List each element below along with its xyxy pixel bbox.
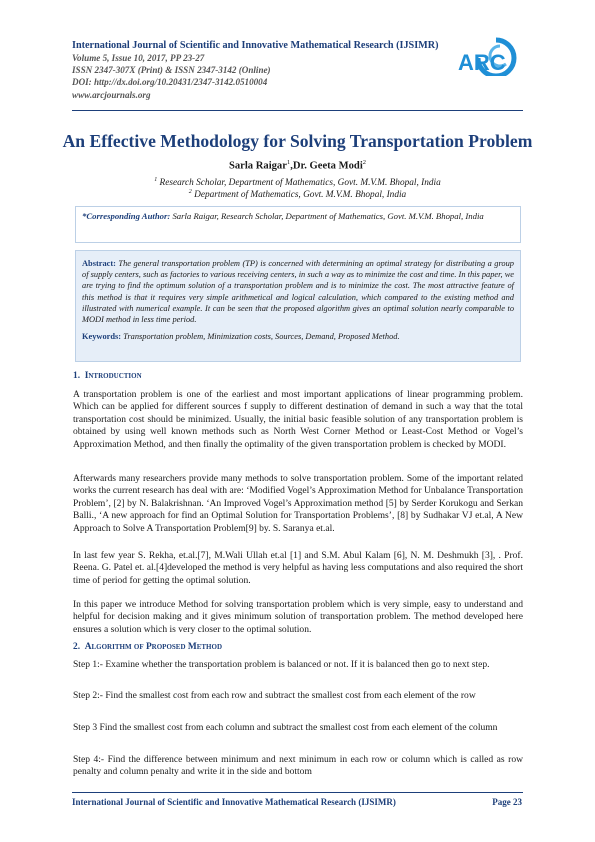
journal-header — [72, 39, 472, 101]
journal-title: International Journal of Scientific and Innovative Mathematical Research (IJSIMR) — [72, 40, 439, 51]
abstract-text: The general transportation problem (TP) is concerned with determining an optimal strategy for distributing a group of supply centers, such as factories to various receiving centers, in such a way as to minimize the cost and time. In this paper, we are trying to find the optimum solution of a transportation problem and is to minimize the cost. The most attractive feature of this method is that it requires very simple arithmetical and logical calculation, which compared to the existing method and illustrated with numerical example. It can be seen that the proposed algorithm gives an optimal solution nearly comparable to MODI method in less time period. — [82, 259, 514, 325]
page-number: Page 23 — [492, 797, 522, 807]
step-4: Step 4:- Find the difference between minimum and next minimum in each row or column which is called as row penalty and column penalty and write it in the side and bottom — [73, 754, 523, 778]
affiliation-2: $^2$ Department of Mathematics, Govt. M.V.M. Bhopal, India — [188, 189, 407, 201]
intro-paragraph-3: In last few year S. Rekha, et.al.[7], M.Wali Ullah et.al [1] and S.M. Abul Kalam [6], N. M. Deshmukh [3], . Prof. Reena. G. Patel et. al.[4]developed the method is very helpful as having less computations and also required the short time of period for getting the optimal solution. — [73, 550, 523, 586]
keywords-label: Keywords: — [82, 332, 122, 342]
step-3: Step 3 Find the smallest cost from each column and subtract the smallest cost from each element of the column — [73, 722, 498, 733]
abstract-label: Abstract: — [82, 259, 116, 268]
footer-rule — [72, 792, 523, 793]
header-rule — [72, 110, 523, 111]
section-heading-introduction: 1. Introduction — [73, 371, 142, 381]
abstract — [82, 258, 514, 325]
step-2: Step 2:- Find the smallest cost from each row and subtract the smallest cost from each element of the row — [73, 690, 476, 701]
author-1-sup: 1 — [286, 159, 291, 166]
volume-info: Volume 5, Issue 10, 2017, PP 23-27 — [72, 53, 205, 63]
paper-title: An Effective Methodology for Solving Transportation Problem — [62, 131, 533, 151]
author-1: Sarla Raigar — [228, 160, 287, 172]
arc-logo — [456, 36, 526, 76]
doi-link[interactable]: DOI: http://dx.doi.org/10.20431/2347-3142.0510004 — [72, 77, 268, 88]
intro-paragraph-4: In this paper we introduce Method for solving transportation problem which is very simple, easy to understand and helpful for decision making and it gives minimum solution of transportation problem. The method developed here ensures a solution which is very closer to the optimal solution. — [73, 599, 523, 635]
corresponding-text: Sarla Raigar, Research Scholar, Department of Mathematics, Govt. M.V.M. Bhopal, India — [170, 211, 484, 221]
intro-paragraph-2: Afterwards many researchers provide many methods to solve transportation problem. Some of the important related works the current research has deal with are: ‘Modified Vogel’s Approximation Method for Unbalance Transportation Problem’, [2] by N. Balakrishnan. ‘An Improved Vogel’s Approximation method [5] by Serder Korukogu and Serkan Balli., ‘A new approach for find an Optimal Solution for Transportation Problems’, [8] by Sudhakar VJ et.al, A New Approach to Solve A Transportation Problem[9] by. S. Saranya et.al. — [73, 473, 523, 534]
keywords-text: Transportation problem, Minimization costs, Sources, Demand, Proposed Method. — [121, 332, 400, 342]
abstract-box — [75, 250, 521, 362]
section-heading-algorithm: 2. Algorithm of Proposed Method — [73, 642, 222, 652]
author-2: ,Dr. Geeta Modi — [290, 160, 363, 172]
footer-journal: International Journal of Scientific and Innovative Mathematical Research (IJSIMR) — [72, 797, 396, 807]
intro-paragraph-1: A transportation problem is one of the earliest and most important applications of linear programming problem. Which can be applied for different sources f supply to different destination of demand in such a way that the total transportation cost should be minimized. Usually, the initial basic feasible solution of any transportation problem is obtained by using well known methods such as North West Corner Method or Least-Cost Method or Vogel’s Approximation Method, and then finally the optimality of the given transportation problem is checked by MODI. — [73, 389, 523, 450]
corresponding-label: *Corresponding Author: — [82, 211, 171, 221]
corresponding-author-box — [75, 206, 521, 243]
logo-text: ARC — [458, 50, 506, 75]
site-link[interactable]: www.arcjournals.org — [72, 89, 151, 100]
author-line — [60, 159, 535, 172]
keywords — [82, 331, 514, 342]
issn-info: ISSN 2347-307X (Print) & ISSN 2347-3142 (Online) — [72, 65, 271, 76]
step-1: Step 1:- Examine whether the transportation problem is balanced or not. If it is balanced then go to next step. — [73, 659, 490, 670]
author-2-sup: 2 — [362, 159, 367, 166]
affiliation-1: $^1$ Research Scholar, Department of Mathematics, Govt. M.V.M. Bhopal, India — [154, 177, 441, 189]
